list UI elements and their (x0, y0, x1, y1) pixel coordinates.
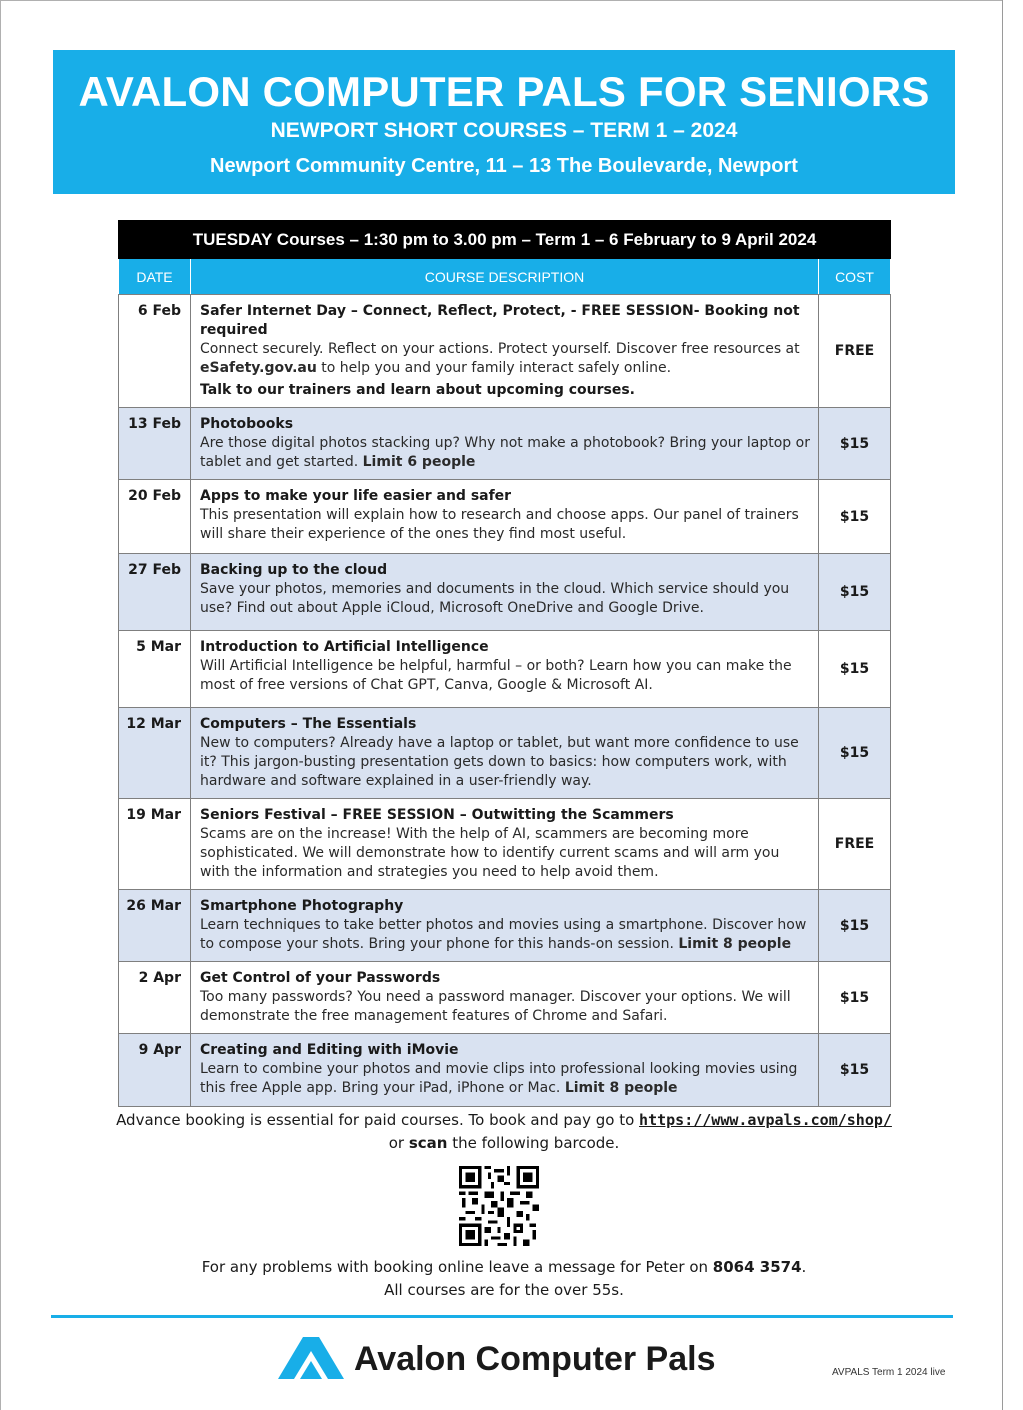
course-date: 26 Mar (119, 890, 191, 962)
course-date: 27 Feb (119, 554, 191, 631)
course-cost: $15 (819, 708, 891, 799)
course-date: 9 Apr (119, 1034, 191, 1107)
course-cost: $15 (819, 962, 891, 1034)
course-description (191, 480, 819, 554)
course-title: Creating and Editing with iMovie (200, 1042, 459, 1058)
course-text: Learn to combine your photos and movie clips into professional looking movies using this free Apple app. Bring your iPad, iPhone or Mac. (200, 1061, 798, 1096)
page-title: AVALON COMPUTER PALS FOR SENIORS (78, 68, 930, 115)
course-title: Apps to make your life easier and safer (200, 488, 512, 504)
course-description (191, 1034, 819, 1107)
course-text-block (200, 916, 810, 954)
course-date: 12 Mar (119, 708, 191, 799)
course-title: Introduction to Artificial Intelligence (200, 639, 489, 655)
course-cost: $15 (819, 480, 891, 554)
document-reference: AVPALS Term 1 2024 live (832, 1367, 946, 1378)
course-cost: $15 (819, 554, 891, 631)
column-header-description: COURSE DESCRIPTION (191, 259, 819, 295)
course-text: Are those digital photos stacking up? Why not make a photobook? Bring your laptop or tablet and get started. (200, 435, 810, 470)
course-description (191, 408, 819, 480)
table-row (119, 480, 891, 554)
logo-text: Avalon Computer Pals (354, 1340, 716, 1378)
shop-link[interactable]: https://www.avpals.com/shop/ (639, 1111, 892, 1129)
course-description (191, 554, 819, 631)
table-banner: TUESDAY Courses – 1:30 pm to 3.00 pm – Term 1 – 6 February to 9 April 2024 (119, 221, 891, 259)
course-text-block (200, 734, 810, 791)
course-cost: $15 (819, 408, 891, 480)
course-text-block (200, 988, 810, 1026)
course-title: Smartphone Photography (200, 898, 404, 914)
course-title: Safer Internet Day – Connect, Reflect, Protect, - FREE SESSION- Booking not required (200, 303, 800, 338)
booking-or: or (388, 1134, 409, 1152)
table-banner-row (119, 221, 891, 259)
table-row (119, 408, 891, 480)
course-title: Seniors Festival – FREE SESSION – Outwitting the Scammers (200, 807, 674, 823)
course-note: Talk to our trainers and learn about upcoming courses. (200, 382, 635, 398)
course-text-block (200, 1060, 810, 1098)
course-date: 19 Mar (119, 799, 191, 890)
page-subtitle: NEWPORT SHORT COURSES – TERM 1 – 2024 (270, 119, 738, 142)
course-limit: Limit 8 people (564, 1080, 678, 1096)
table-row (119, 962, 891, 1034)
course-date: 2 Apr (119, 962, 191, 1034)
table-row (119, 799, 891, 890)
contact-period: . (801, 1258, 807, 1276)
booking-text: Advance booking is essential for paid courses. To book and pay go to (116, 1111, 640, 1129)
course-description (191, 295, 819, 408)
contact-line-2: All courses are for the over 55s. (384, 1281, 624, 1299)
course-cost: $15 (819, 631, 891, 708)
course-text: Save your photos, memories and documents in the cloud. Which service should you use? Find out about Apple iCloud, Microsoft OneDrive and Google Drive. (200, 581, 790, 616)
course-description (191, 631, 819, 708)
course-text-block (200, 506, 810, 544)
course-text: New to computers? Already have a laptop or tablet, but want more confidence to use it? This jargon-busting presentation gets down to basics: how computers work, with hardware and software explained in a user-friendly way. (200, 735, 799, 789)
venue-line: Newport Community Centre, 11 – 13 The Boulevarde, Newport (210, 155, 798, 177)
contact-line-1 (0, 1258, 1008, 1276)
course-text: Too many passwords? You need a password manager. Discover your options. We will demonstrate the free management features of Chrome and Safari. (200, 989, 791, 1024)
course-cost: $15 (819, 1034, 891, 1107)
contact-text: For any problems with booking online leave a message for Peter on (201, 1258, 713, 1276)
course-text: Connect securely. Reflect on your actions. Protect yourself. Discover free resources at (200, 341, 800, 357)
course-description (191, 708, 819, 799)
table-row (119, 554, 891, 631)
course-text-block (200, 657, 810, 695)
avalon-logo-icon (278, 1337, 344, 1379)
course-text-continued: to help you and your family interact safely online. (316, 360, 672, 376)
course-text-block (200, 580, 810, 618)
esafety-link[interactable]: eSafety.gov.au (200, 360, 317, 376)
contact-phone: 8064 3574 (712, 1258, 802, 1276)
course-text-block (200, 825, 810, 882)
page-edge (1002, 0, 1023, 1410)
booking-scan: scan (408, 1134, 448, 1152)
course-description (191, 799, 819, 890)
course-limit: Limit 8 people (678, 936, 792, 952)
course-text-block (200, 340, 810, 378)
course-cost: $15 (819, 890, 891, 962)
qr-code-icon[interactable] (459, 1166, 539, 1246)
course-date: 6 Feb (119, 295, 191, 408)
course-text: Scams are on the increase! With the help of AI, scammers are becoming more sophisticated. We will demonstrate how to identify current scams and will arm you with the information and strategies you need to help avoid them. (200, 826, 780, 880)
table-row (119, 631, 891, 708)
course-table (118, 220, 891, 1107)
course-text-block (200, 434, 810, 472)
table-row (119, 708, 891, 799)
course-title: Backing up to the cloud (200, 562, 388, 578)
course-limit: Limit 6 people (362, 454, 476, 470)
course-text: Learn techniques to take better photos and movies using a smartphone. Discover how to compose your shots. Bring your phone for this hands-on session. (200, 917, 807, 952)
footer-divider (51, 1315, 953, 1318)
table-row (119, 1034, 891, 1107)
course-date: 20 Feb (119, 480, 191, 554)
course-date: 5 Mar (119, 631, 191, 708)
column-header-cost: COST (819, 259, 891, 295)
course-date: 13 Feb (119, 408, 191, 480)
course-title: Computers – The Essentials (200, 716, 417, 732)
booking-line-1 (0, 1111, 1008, 1129)
course-description (191, 962, 819, 1034)
course-title: Get Control of your Passwords (200, 970, 441, 986)
table-row (119, 295, 891, 408)
course-text: Will Artificial Intelligence be helpful, harmful – or both? Learn how you can make the most of free versions of Chat GPT, Canva, Google & Microsoft AI. (200, 658, 792, 693)
column-header-date: DATE (119, 259, 191, 295)
header-banner (53, 50, 955, 194)
course-text: This presentation will explain how to research and choose apps. Our panel of trainers will share their experience of the ones they find most useful. (200, 507, 799, 542)
booking-barcode-text: the following barcode. (447, 1134, 620, 1152)
course-cost: FREE (819, 295, 891, 408)
table-header-row (119, 259, 891, 295)
course-title: Photobooks (200, 416, 294, 432)
course-description (191, 890, 819, 962)
course-cost: FREE (819, 799, 891, 890)
booking-line-2 (0, 1134, 1008, 1152)
table-row (119, 890, 891, 962)
